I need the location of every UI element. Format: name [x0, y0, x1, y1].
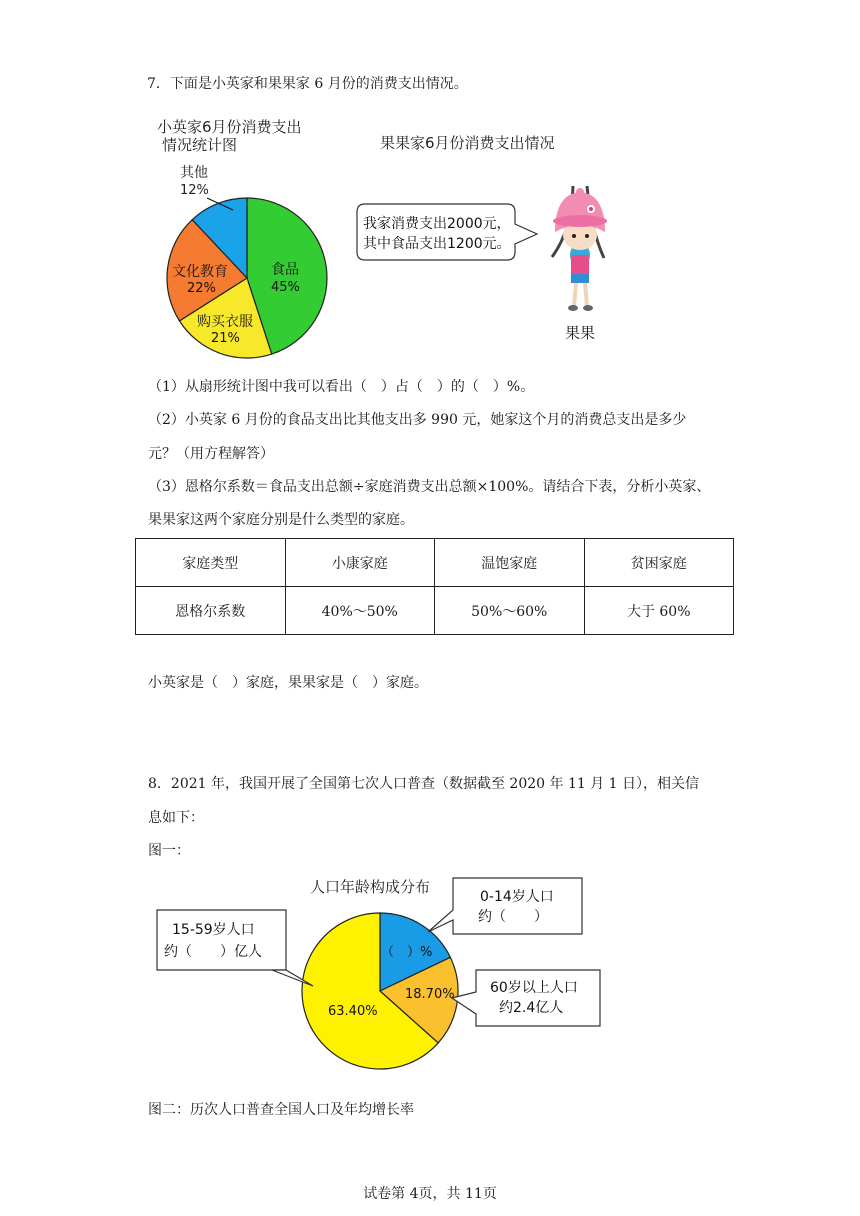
value-clothes: 21%	[211, 331, 240, 346]
callout-mid-line2: 约（ ）亿人	[164, 944, 262, 960]
q8-intro-line1: 8．2021 年，我国开展了全国第七次人口普查（数据截至 2020 年 11 月 1 日），相关信	[148, 776, 700, 792]
character-name: 果果	[565, 324, 596, 342]
q7-sub3-line1: （3）恩格尔系数＝食品支出总额÷家庭消费支出总额×100%。请结合下表，分析小英家、	[148, 479, 711, 495]
bubble-line-1: 我家消费支出2000元，	[363, 216, 511, 232]
q8-fig1-label: 图一：	[148, 843, 190, 859]
callout-old	[452, 970, 600, 1026]
label-other: 其他	[180, 165, 208, 181]
callout-old-line1: 60岁以上人口	[490, 980, 578, 996]
table-row	[136, 539, 734, 587]
population-figure	[150, 868, 610, 1078]
callout-old-line2: 约2.4亿人	[499, 1000, 564, 1016]
callout-mid	[157, 910, 286, 970]
label-food: 食品	[271, 262, 299, 278]
xiaoying-chart-title-1: 小英家6月份消费支出	[157, 118, 302, 136]
value-other: 12%	[180, 183, 209, 198]
value-child: （ ）%	[381, 945, 433, 960]
callout-child-line1: 0-14岁人口	[480, 889, 554, 905]
callout-mid-line1: 15-59岁人口	[172, 922, 255, 938]
table-cell: 40%～50%	[285, 587, 435, 635]
q7-figure	[135, 108, 625, 368]
q7-sub2-line1: （2）小英家 6 月份的食品支出比其他支出多 990 元，她家这个月的消费总支出是多少	[148, 412, 687, 428]
xiaoying-chart-title-2: 情况统计图	[162, 136, 238, 154]
value-old: 18.70%	[405, 987, 455, 1002]
q7-sub3-line2: 果果家这两个家庭分别是什么类型的家庭。	[148, 512, 414, 528]
label-clothes: 购买衣服	[197, 314, 253, 330]
q7-sub1: （1）从扇形统计图中我可以看出（ ）占（ ）的（ ）%。	[148, 379, 535, 395]
page-footer: 试卷第 4页，共 11页	[363, 1186, 497, 1202]
guo-title: 果果家6月份消费支出情况	[380, 134, 555, 152]
table-cell: 50%～60%	[435, 587, 585, 635]
label-education: 文化教育	[172, 264, 228, 280]
table-cell: 贫困家庭	[584, 539, 734, 587]
table-cell: 大于 60%	[584, 587, 734, 635]
value-education: 22%	[187, 281, 216, 296]
engel-table	[135, 538, 734, 635]
table-row	[136, 587, 734, 635]
callout-child	[428, 878, 582, 934]
table-cell: 家庭类型	[136, 539, 286, 587]
q7-sub2-line2: 元？（用方程解答）	[148, 446, 274, 462]
callout-child-line2: 约（ ）	[478, 909, 548, 925]
girl-character-icon	[552, 186, 607, 311]
table-cell: 小康家庭	[285, 539, 435, 587]
population-chart-title: 人口年龄构成分布	[310, 878, 431, 896]
bubble-line-2: 其中食品支出1200元。	[363, 236, 511, 252]
table-cell: 温饱家庭	[435, 539, 585, 587]
q8-intro-line2: 息如下：	[148, 810, 204, 826]
value-food: 45%	[271, 280, 300, 295]
value-mid: 63.40%	[328, 1004, 378, 1019]
q7-intro: 7．下面是小英家和果果家 6 月份的消费支出情况。	[147, 76, 468, 92]
q8-fig2-label: 图二：历次人口普查全国人口及年均增长率	[148, 1102, 414, 1118]
q7-answer-line: 小英家是（ ）家庭，果果家是（ ）家庭。	[148, 675, 428, 691]
table-cell: 恩格尔系数	[136, 587, 286, 635]
